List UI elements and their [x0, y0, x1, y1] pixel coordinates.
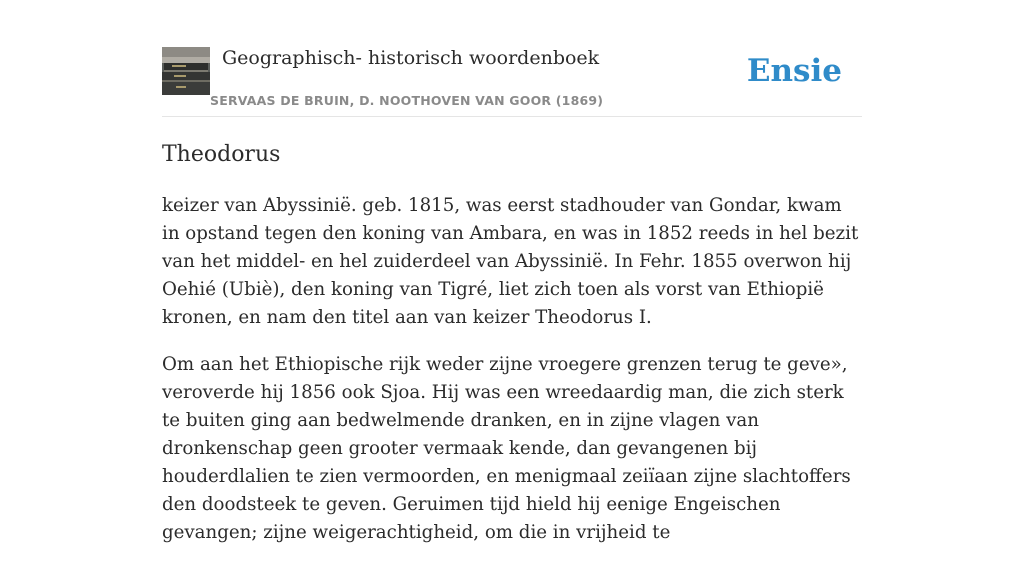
- ensie-logo-link[interactable]: Ensie: [746, 53, 842, 89]
- book-author-meta: SERVAAS DE BRUIN, D. NOOTHOVEN VAN GOOR (1869): [210, 93, 604, 108]
- entry-title: Theodorus: [162, 142, 281, 167]
- book-header: [162, 46, 862, 117]
- books-photo-icon: [162, 47, 210, 95]
- book-avatar[interactable]: [162, 47, 210, 95]
- entry-paragraph: keizer van Abyssinië. geb. 1815, was eerst stadhouder van Gondar, kwam in opstand tegen den koning van Ambara, en was in 1852 reeds in hel bezit van het middel- en hel zuiderdeel van Abyssinië. In Fehr. 1855 overwon hij Oehié (Ubiè), den koning van Tigré, liet zich toen als vorst van Ethiopië kronen, en nam den titel aan van keizer Theodorus I.: [162, 195, 859, 328]
- entry-paragraph: Om aan het Ethiopische rijk weder zijne vroegere grenzen terug te geve», veroverde hij 1856 ook Sjoa. Hij was een wreedaardig man, die zich sterk te buiten ging aan bedwelmende dranken, en in zijne vlagen van dronkenschap geen grooter vermaak kende, dan gevangenen bij houderdlalien te zien vermoorden, en menigmaal zeiïaan zijne slachtoffers den doodsteek te geven. Geruimen tijd hield hij eenige Engeischen gevangen; zijne weigerachtigheid, om die in vrijheid te: [162, 354, 851, 543]
- book-title[interactable]: Geographisch- historisch woordenboek: [222, 47, 600, 69]
- entry-body: [162, 192, 862, 566]
